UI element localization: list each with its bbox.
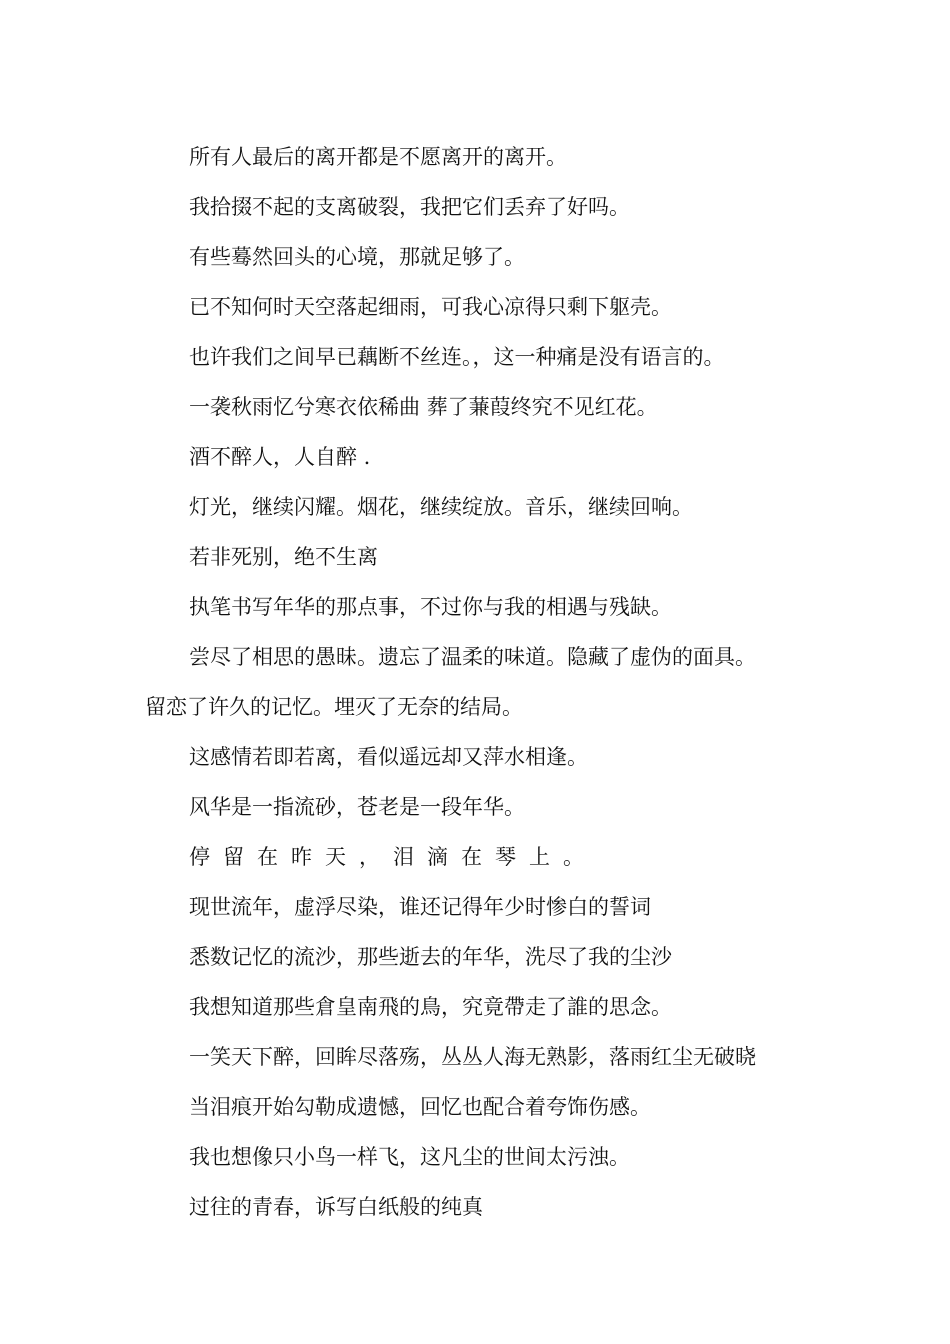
text-line: 悉数记忆的流沙，那些逝去的年华，洗尽了我的尘沙 bbox=[189, 945, 672, 969]
text-line: 现世流年，虚浮尽染，谁还记得年少时惨白的誓词 bbox=[189, 895, 651, 919]
text-line: 我想知道那些倉皇南飛的鳥，究竟帶走了誰的思念。 bbox=[189, 995, 672, 1019]
text-line: 执笔书写年华的那点事，不过你与我的相遇与残缺。 bbox=[189, 595, 672, 619]
text-line: 已不知何时天空落起细雨，可我心凉得只剩下躯壳。 bbox=[189, 295, 672, 319]
text-line: 一袭秋雨忆兮寒衣依稀曲 葬了蒹葭终究不见红花。 bbox=[189, 395, 658, 419]
text-line: 当泪痕开始勾勒成遗憾，回忆也配合着夸饰伤感。 bbox=[189, 1095, 651, 1119]
text-line: 这感情若即若离，看似遥远却又萍水相逢。 bbox=[189, 745, 588, 769]
text-line-continuation: 留恋了许久的记忆。埋灭了无奈的结局。 bbox=[145, 695, 523, 719]
text-line: 所有人最后的离开都是不愿离开的离开。 bbox=[189, 145, 567, 169]
text-line: 一笑天下醉，回眸尽落殇，丛丛人海无熟影，落雨红尘无破晓 bbox=[189, 1045, 756, 1069]
text-line: 我拾掇不起的支离破裂，我把它们丢弃了好吗。 bbox=[189, 195, 630, 219]
text-line: 酒不醉人，人自醉 . bbox=[189, 445, 371, 469]
text-line: 我也想像只小鸟一样飞，这凡尘的世间太污浊。 bbox=[189, 1145, 630, 1169]
text-line: 灯光，继续闪耀。烟花，继续绽放。音乐，继续回响。 bbox=[189, 495, 693, 519]
text-body bbox=[145, 132, 805, 1232]
text-line: 尝尽了相思的愚昧。遗忘了温柔的味道。隐藏了虚伪的面具。 bbox=[189, 645, 756, 669]
text-line: 若非死别，绝不生离 bbox=[189, 545, 378, 569]
text-line-spaced: 停留在昨天，泪滴在琴上。 bbox=[189, 845, 597, 869]
text-line: 也许我们之间早已藕断不丝连。，这一种痛是没有语言的。 bbox=[189, 345, 725, 369]
text-line: 过往的青春，诉写白纸般的纯真 bbox=[189, 1195, 483, 1219]
text-line: 风华是一指流砂，苍老是一段年华。 bbox=[189, 795, 525, 819]
text-line: 有些蓦然回头的心境，那就足够了。 bbox=[189, 245, 525, 269]
